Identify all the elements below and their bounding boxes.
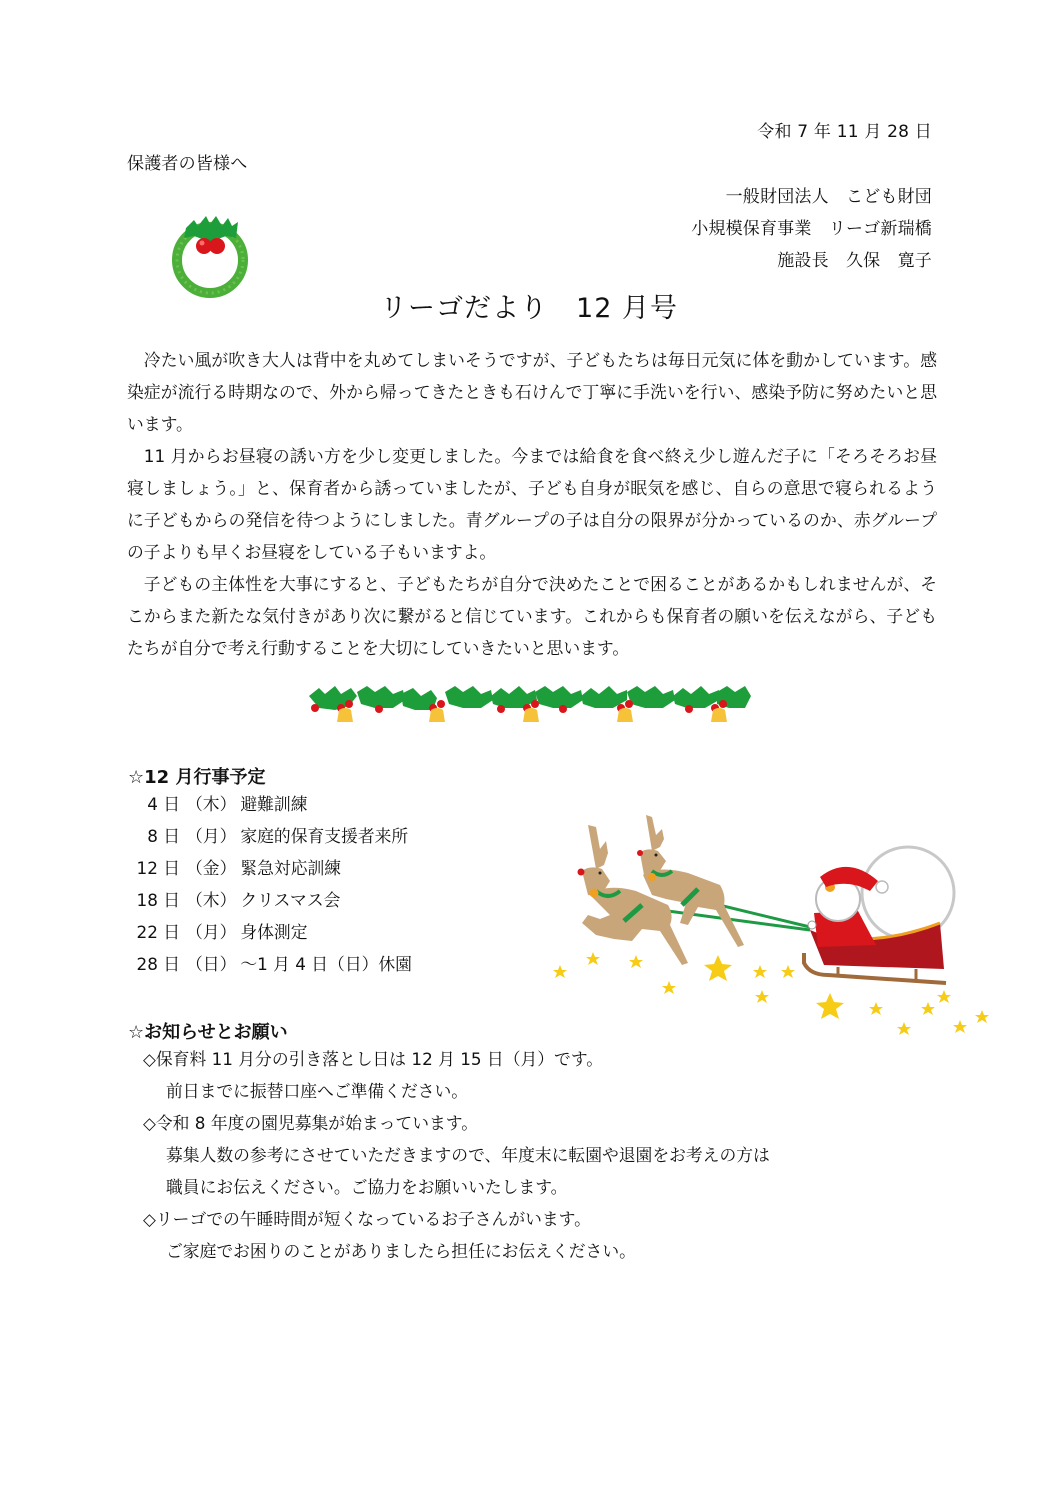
event-weekday: （木） xyxy=(186,794,237,814)
event-name: 避難訓練 xyxy=(240,794,308,814)
event-item xyxy=(136,922,412,954)
issue-date: 令和 7 年 11 月 28 日 xyxy=(757,122,932,142)
event-name: 身体測定 xyxy=(240,922,308,942)
organization-name: 一般財団法人 こども財団 xyxy=(725,187,932,207)
holly-garland xyxy=(305,682,755,726)
event-name: クリスマス会 xyxy=(240,890,341,910)
event-day: 22 日 xyxy=(136,922,180,942)
paragraph-3: 子どもの主体性を大事にすると、子どもたちが自分で決めたことで困ることがあるかもしれませんが、そこからまた新たな気付きがあり次に繋がると信じています。これからも保育者の願いを伝えながら、子どもたちが自分で考え行動することを大切にしていきたいと思います。 xyxy=(127,574,937,658)
notice-line: 職員にお伝えください。ご協力をお願いいたします。 xyxy=(166,1177,568,1197)
event-item xyxy=(136,858,412,890)
events-list xyxy=(136,794,412,986)
event-weekday: （木） xyxy=(186,890,237,910)
newsletter-title: リーゴだより 12 月号 xyxy=(380,293,678,324)
event-name: 緊急対応訓練 xyxy=(240,858,342,878)
santa-sleigh-illustration xyxy=(548,795,993,1035)
notice-line: ◇リーゴでの午睡時間が短くなっているお子さんがいます。 xyxy=(143,1209,591,1229)
event-day: 4 日 xyxy=(147,794,180,814)
event-item xyxy=(136,794,412,826)
event-weekday: （金） xyxy=(186,858,237,878)
body-text xyxy=(127,344,937,664)
event-day: 28 日 xyxy=(136,954,180,974)
notices-heading: ☆お知らせとお願い xyxy=(128,1022,288,1043)
notice-line: ◇保育料 11 月分の引き落とし日は 12 月 15 日（月）です。 xyxy=(143,1049,604,1069)
event-weekday: （日） xyxy=(186,954,237,974)
event-item xyxy=(136,890,412,922)
event-name: ～1 月 4 日（日）休園 xyxy=(240,954,412,974)
event-weekday: （月） xyxy=(186,826,237,846)
notices-list xyxy=(143,1049,770,1273)
notice-line: 前日までに振替口座へご準備ください。 xyxy=(166,1081,469,1101)
event-day: 8 日 xyxy=(147,826,180,846)
event-item xyxy=(136,954,412,986)
event-name: 家庭的保育支援者来所 xyxy=(240,826,409,846)
director-name: 施設長 久保 寛子 xyxy=(777,251,932,271)
facility-name: 小規模保育事業 リーゴ新瑞橋 xyxy=(691,219,932,239)
paragraph-1: 冷たい風が吹き大人は背中を丸めてしまいそうですが、子どもたちは毎日元気に体を動かしています。感染症が流行る時期なので、外から帰ってきたときも石けんで丁寧に手洗いを行い、感染予防に努めたいと思います。 xyxy=(127,350,937,434)
greeting: 保護者の皆様へ xyxy=(127,154,248,174)
paragraph-2: 11 月からお昼寝の誘い方を少し変更しました。今までは給食を食べ終え少し遊んだ子に「そろそろお昼寝しましょう。」と、保育者から誘っていましたが、子ども自身が眠気を感じ、自らの意思で寝られるように子どもからの発信を待つようにしました。青グループの子は自分の限界が分かっているのか、赤グループの子よりも早くお昼寝をしている子もいますよ。 xyxy=(127,446,937,562)
wreath-icon xyxy=(166,208,254,300)
notice-line: ご家庭でお困りのことがありましたら担任にお伝えください。 xyxy=(166,1241,636,1261)
events-heading: ☆12 月行事予定 xyxy=(128,767,266,788)
event-day: 12 日 xyxy=(136,858,180,878)
notice-line: 募集人数の参考にさせていただきますので、年度末に転園や退園をお考えの方は xyxy=(166,1145,770,1165)
event-item xyxy=(136,826,412,858)
event-weekday: （月） xyxy=(186,922,237,942)
event-day: 18 日 xyxy=(136,890,180,910)
notice-line: ◇令和 8 年度の園児募集が始まっています。 xyxy=(143,1113,478,1133)
